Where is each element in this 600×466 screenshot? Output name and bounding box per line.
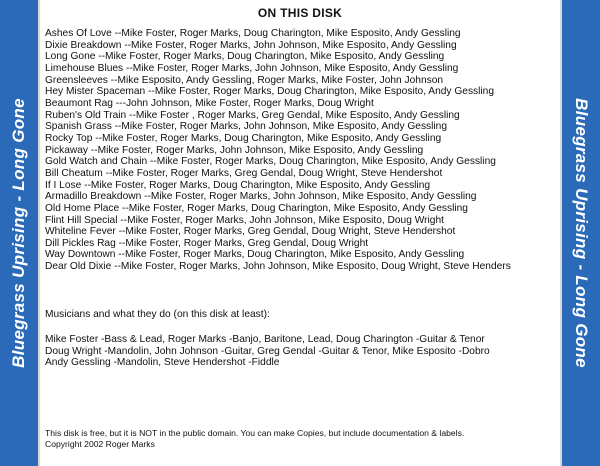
musicians-list	[45, 334, 558, 369]
track-item: Hey Mister Spaceman --Mike Foster, Roger Marks, Doug Charington, Mike Esposito, Andy Gessling	[45, 86, 494, 98]
musicians-line: Andy Gessling -Mandolin, Steve Hendershot -Fiddle	[45, 357, 280, 369]
right-spine	[562, 0, 600, 466]
musicians-line: Mike Foster -Bass & Lead, Roger Marks -Banjo, Baritone, Lead, Doug Charington -Guitar & Tenor	[45, 334, 485, 345]
footer-copyright: Copyright 2002 Roger Marks	[45, 439, 155, 449]
track-item: Greensleeves --Mike Esposito, Andy Gessling, Roger Marks, Mike Foster, John Johnson	[45, 74, 444, 86]
footer	[45, 428, 464, 450]
track-item: If I Lose --Mike Foster, Roger Marks, Doug Charington, Mike Esposito, Andy Gessling	[45, 179, 431, 191]
track-item: Pickaway --Mike Foster, Roger Marks, John Johnson, Mike Esposito, Andy Gessling	[45, 144, 424, 156]
musicians-line: Doug Wright -Mandolin, John Johnson -Guitar, Greg Gendal -Guitar & Tenor, Mike Esposito -Dobro	[45, 345, 490, 357]
track-item: Long Gone --Mike Foster, Roger Marks, Doug Charington, Mike Esposito, Andy Gessling	[45, 51, 445, 63]
left-spine-title: Bluegrass Uprising - Long Gone	[9, 98, 28, 368]
track-item: Dixie Breakdown --Mike Foster, Roger Marks, John Johnson, Mike Esposito, Andy Gessling	[45, 39, 457, 51]
page-title: ON THIS DISK	[257, 6, 343, 20]
track-item: Flint Hill Special --Mike Foster, Roger Marks, John Johnson, Mike Esposito, Doug Wright	[45, 214, 444, 226]
track-item: Armadillo Breakdown --Mike Foster, Roger Marks, John Johnson, Mike Esposito, Andy Gessling	[45, 191, 477, 203]
right-spine-title: Bluegrass Uprising - Long Gone	[572, 98, 591, 368]
track-item: Dill Pickles Rag --Mike Foster, Roger Marks, Greg Gendal, Doug Wright	[45, 237, 369, 249]
musicians-heading: Musicians and what they do (on this disk at least):	[45, 309, 270, 320]
track-item: Rocky Top --Mike Foster, Roger Marks, Doug Charington, Mike Esposito, Andy Gessling	[45, 132, 442, 144]
track-item: Spanish Grass --Mike Foster, Roger Marks, John Johnson, Mike Esposito, Andy Gessling	[45, 121, 448, 133]
track-item: Limehouse Blues --Mike Foster, Roger Marks, John Johnson, Mike Esposito, Andy Gessling	[45, 62, 459, 74]
track-item: Ruben's Old Train --Mike Foster , Roger Marks, Greg Gendal, Mike Esposito, Andy Gessling	[45, 109, 460, 121]
track-list	[45, 28, 562, 273]
track-item: Dear Old Dixie --Mike Foster, Roger Marks, John Johnson, Mike Esposito, Doug Wright, Steve Henders	[45, 261, 511, 273]
track-item: Ashes Of Love --Mike Foster, Roger Marks, Doug Charington, Mike Esposito, Andy Gessling	[45, 28, 461, 39]
track-item: Way Downtown --Mike Foster, Roger Marks, Doug Charington, Mike Esposito, Andy Gessling	[45, 249, 465, 261]
track-item: Gold Watch and Chain --Mike Foster, Roger Marks, Doug Charington, Mike Esposito, Andy Gessling	[45, 156, 496, 168]
footer-notice: This disk is free, but it is NOT in the public domain. You can make Copies, but include documentation & labels.	[45, 428, 465, 438]
track-item: Bill Cheatum --Mike Foster, Roger Marks, Greg Gendal, Doug Wright, Steve Hendershot	[45, 167, 443, 179]
track-item: Beaumont Rag ---John Johnson, Mike Foster, Roger Marks, Doug Wright	[45, 97, 374, 109]
left-spine	[0, 0, 38, 466]
track-item: Whiteline Fever --Mike Foster, Roger Marks, Greg Gendal, Doug Wright, Steve Hendershot	[45, 226, 456, 238]
track-item: Old Home Place --Mike Foster, Roger Marks, Doug Charington, Mike Esposito, Andy Gessling	[45, 202, 468, 214]
back-cover-content	[38, 0, 562, 466]
